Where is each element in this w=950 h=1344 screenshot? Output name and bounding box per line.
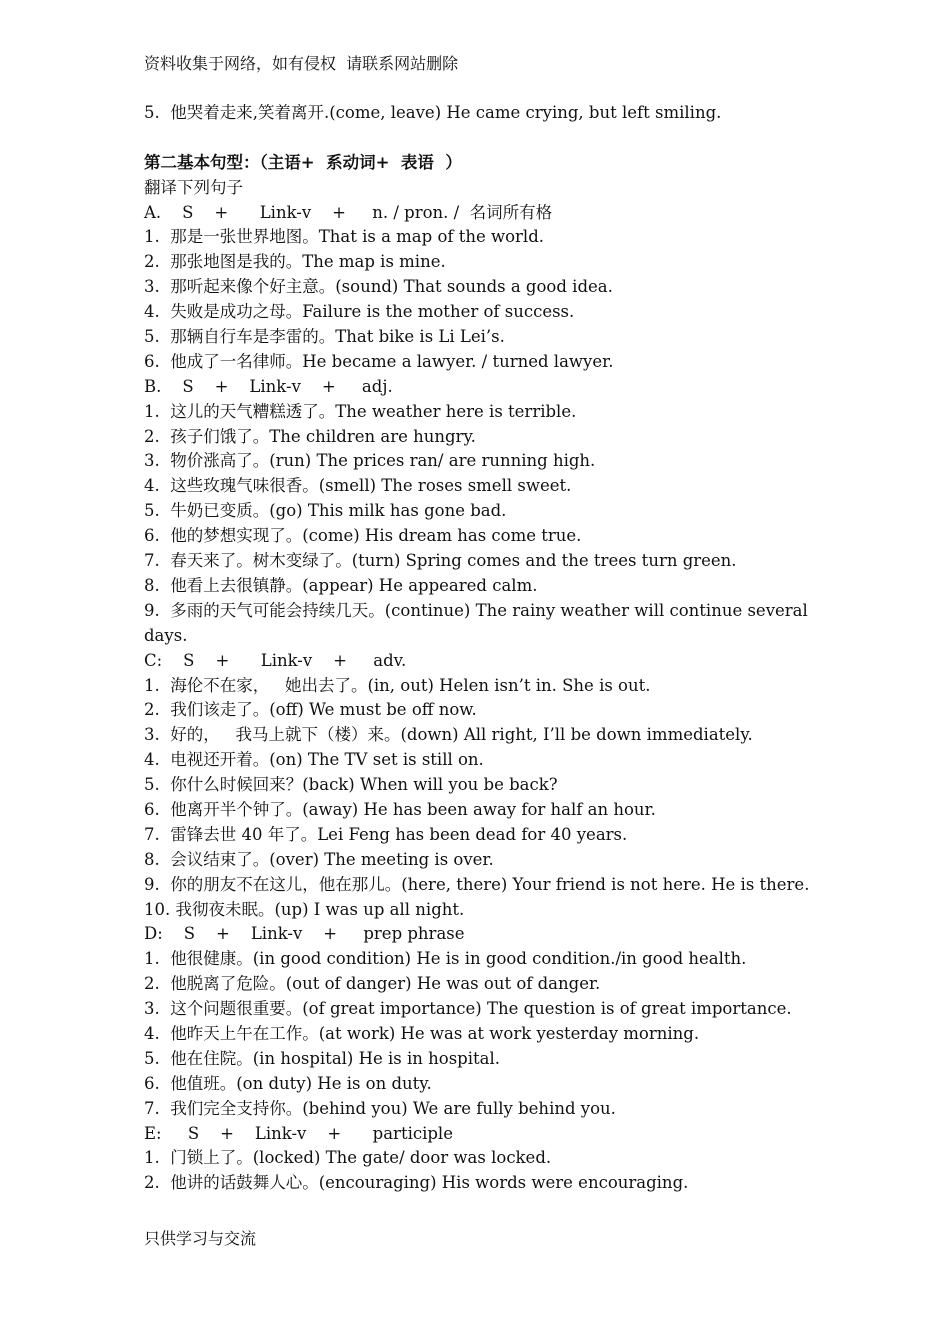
text-line: 7. 雷锋去世 40 年了。Lei Feng has been dead for 40 years. [144, 824, 628, 844]
section-heading: 第二基本句型：（主语+ 系动词+ 表语 ） [144, 152, 462, 172]
text-line: 2. 孩子们饿了。The children are hungry. [144, 426, 476, 446]
text-line: 翻译下列句子 [144, 177, 243, 197]
text-line: 2. 他脱离了危险。(out of danger) He was out of danger. [144, 974, 601, 994]
text-line: 4. 电视还开着。(on) The TV set is still on. [144, 750, 484, 770]
text-line: C: S + Link-v + adv. [144, 650, 407, 670]
text-line: E: S + Link-v + participle [144, 1123, 453, 1143]
text-line: 1. 海伦不在家， 她出去了。(in, out) Helen isn’t in. She is out. [144, 675, 651, 695]
text-line: 2. 他讲的话鼓舞人心。(encouraging) His words were encouraging. [144, 1173, 689, 1193]
text-line: 8. 会议结束了。(over) The meeting is over. [144, 849, 494, 869]
text-line: 6. 他离开半个钟了。(away) He has been away for half an hour. [144, 799, 656, 819]
text-line: 3. 好的， 我马上就下（楼）来。(down) All right, I’ll be down immediately. [144, 725, 753, 745]
text-line: 10. 我彻夜未眠。(up) I was up all night. [144, 899, 465, 919]
text-line: 6. 他值班。(on duty) He is on duty. [144, 1073, 432, 1093]
text-line: 3. 这个问题很重要。(of great importance) The question is of great importance. [144, 999, 792, 1019]
text-line: 9. 多雨的天气可能会持续几天。(continue) The rainy weather will continue several days. [144, 600, 814, 645]
text-line: 3. 那听起来像个好主意。(sound) That sounds a good idea. [144, 277, 613, 297]
text-line: 5. 那辆自行车是李雷的。That bike is Li Lei’s. [144, 327, 505, 347]
blank-line [144, 126, 824, 151]
text-line: 5. 你什么时候回来？(back) When will you be back? [144, 775, 558, 795]
text-line: 4. 他昨天上午在工作。(at work) He was at work yesterday morning. [144, 1023, 700, 1043]
text-line: 8. 他看上去很镇静。(appear) He appeared calm. [144, 575, 538, 595]
text-line: 6. 他的梦想实现了。(come) His dream has come true. [144, 526, 582, 546]
page-header: 资料收集于网络，如有侵权 请联系网站删除 [144, 54, 459, 73]
text-line: 1. 这儿的天气糟糕透了。The weather here is terrible. [144, 401, 577, 421]
text-line: 5. 牛奶已变质。(go) This milk has gone bad. [144, 501, 507, 521]
text-line: D: S + Link-v + prep phrase [144, 924, 465, 944]
text-line: 1. 门锁上了。(locked) The gate/ door was locked. [144, 1148, 552, 1168]
text-line: 2. 我们该走了。(off) We must be off now. [144, 700, 477, 720]
text-line: 1. 他很健康。(in good condition) He is in good condition./in good health. [144, 949, 747, 969]
text-line: 7. 春天来了。树木变绿了。(turn) Spring comes and the trees turn green. [144, 551, 737, 571]
document-body [144, 101, 824, 1196]
text-line: A. S + Link-v + n. / pron. / 名词所有格 [144, 202, 553, 222]
text-line: 9. 你的朋友不在这儿，他在那儿。(here, there) Your friend is not here. He is there. [144, 874, 810, 894]
text-line: B. S + Link-v + adj. [144, 376, 393, 396]
page-footer: 只供学习与交流 [144, 1229, 257, 1248]
text-line: 5. 他哭着走来,笑着离开.(come, leave) He came crying, but left smiling. [144, 103, 722, 122]
text-line: 4. 这些玫瑰气味很香。(smell) The roses smell sweet. [144, 476, 572, 496]
text-line: 5. 他在住院。(in hospital) He is in hospital. [144, 1048, 501, 1068]
text-line: 6. 他成了一名律师。He became a lawyer. / turned lawyer. [144, 351, 614, 371]
text-line: 7. 我们完全支持你。(behind you) We are fully behind you. [144, 1098, 616, 1118]
text-line: 3. 物价涨高了。(run) The prices ran/ are running high. [144, 451, 596, 471]
text-line: 1. 那是一张世界地图。That is a map of the world. [144, 227, 545, 247]
text-line: 2. 那张地图是我的。The map is mine. [144, 252, 446, 272]
text-line: 4. 失败是成功之母。Failure is the mother of success. [144, 302, 575, 322]
